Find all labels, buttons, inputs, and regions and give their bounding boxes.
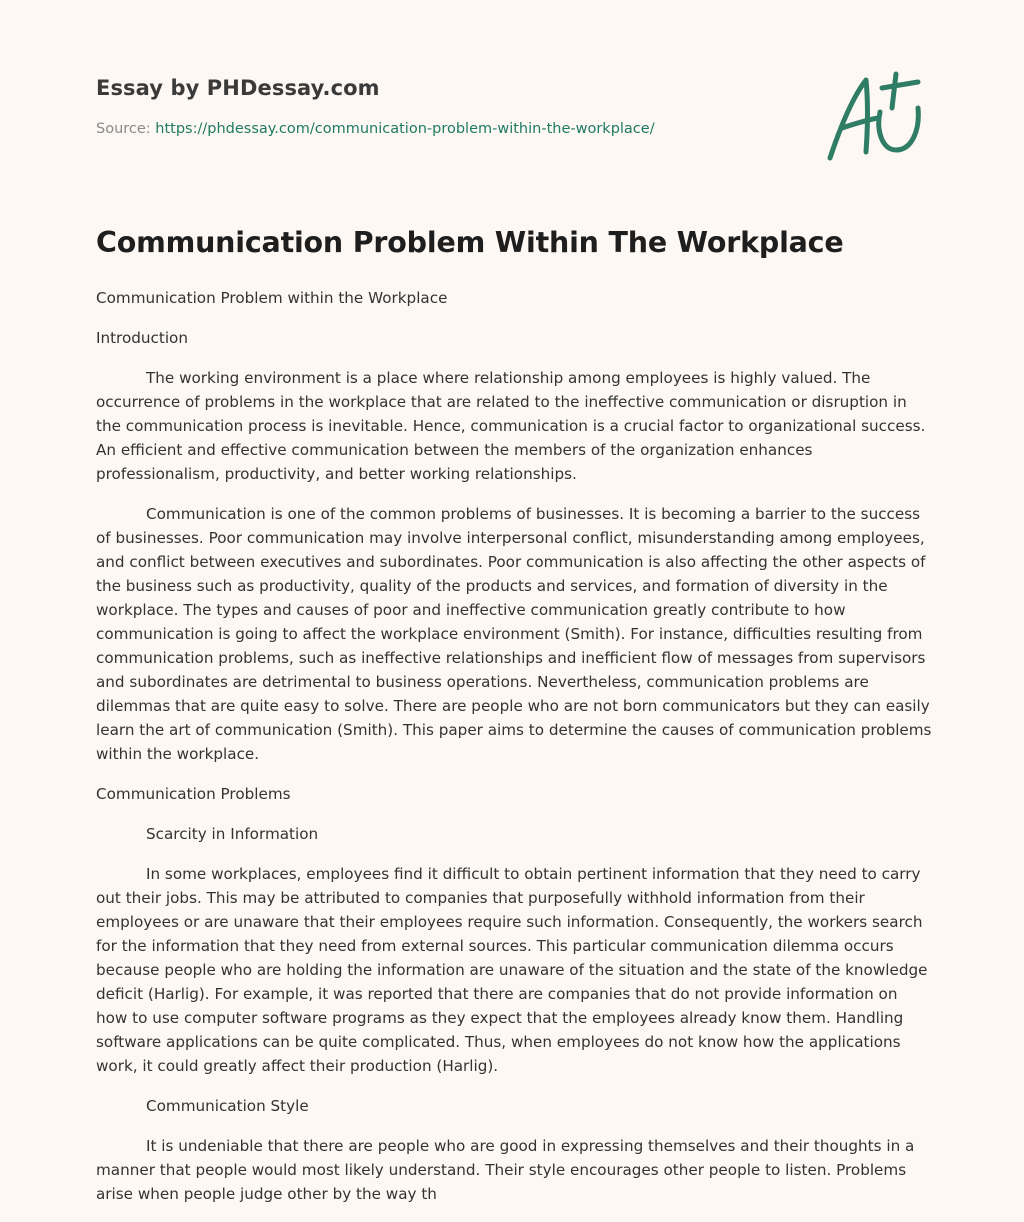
paragraph: Communication is one of the common problems of businesses. It is becoming a barrier to the success of businesses. Poor communication may involve interpersonal conflict, misunderstanding among employees, and conflict between executives and subordinates. Poor communication is also affecting the other aspects of the business such as productivity, quality of the products and services, and formation of diversity in the workplace. The types and causes of poor and ineffective communication greatly contribute to how communication is going to affect the workplace environment (Smith). For instance, difficulties resulting from communication problems, such as ineffective relationships and inefficient flow of messages from supervisors and subordinates are detrimental to business operations. Nevertheless, communication problems are dilemmas that are quite easy to solve. There are people who are not born communicators but they can easily learn the art of communication (Smith). This paper aims to determine the causes of communication problems within the workplace. (96, 505, 932, 763)
subsection-heading-communication-style: Communication Style (146, 1097, 309, 1115)
essay-title: Communication Problem Within The Workplace (96, 226, 844, 259)
source-label: Source: (96, 121, 151, 137)
brand-title: Essay by PHDessay.com (96, 76, 380, 100)
source-link[interactable]: https://phdessay.com/communication-problem-within-the-workplace/ (155, 121, 655, 137)
essay-body (96, 286, 932, 1222)
source-line (96, 121, 928, 137)
section-heading-communication-problems: Communication Problems (96, 785, 291, 803)
essay-subtitle: Communication Problem within the Workplace (96, 289, 448, 307)
document-header (96, 76, 928, 137)
paragraph: It is undeniable that there are people who are good in expressing themselves and their thoughts in a manner that people would most likely understand. Their style encourages other people to listen. Problems arise when people judge other by the way th (96, 1137, 915, 1203)
subsection-heading-scarcity: Scarcity in Information (146, 825, 319, 843)
section-heading-introduction: Introduction (96, 329, 188, 347)
a-plus-logo-icon (822, 68, 926, 164)
paragraph: The working environment is a place where relationship among employees is highly valued. The occurrence of problems in the workplace that are related to the ineffective communication or disruption in the communication process is inevitable. Hence, communication is a crucial factor to organizational success. An efficient and effective communication between the members of the organization enhances professionalism, productivity, and better working relationships. (96, 369, 926, 483)
paragraph: In some workplaces, employees find it difficult to obtain pertinent information that they need to carry out their jobs. This may be attributed to companies that purposefully withhold information from their employees or are unaware that their employees require such information. Consequently, the workers search for the information that they need from external sources. This particular communication dilemma occurs because people who are holding the information are unaware of the situation and the state of the knowledge deficit (Harlig). For example, it was reported that there are companies that do not provide information on how to use computer software programs as they expect that the employees already know them. Handling software applications can be quite complicated. Thus, when employees do not know how the applications work, it could greatly affect their production (Harlig). (96, 865, 928, 1075)
